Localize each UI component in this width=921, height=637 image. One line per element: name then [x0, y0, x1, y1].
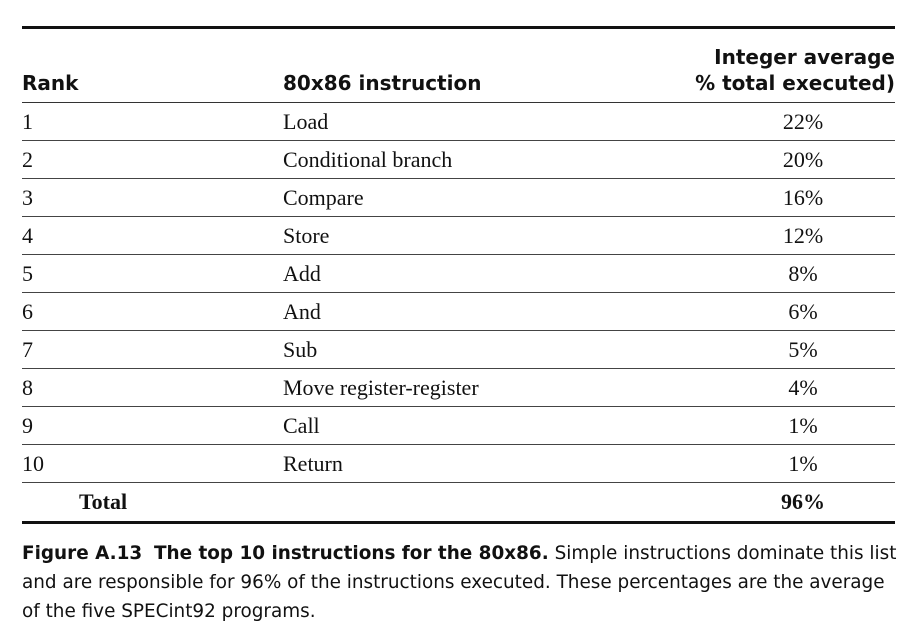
instruction-cell: Store — [283, 223, 330, 248]
rank-cell: 5 — [22, 261, 33, 286]
total-percent: 96% — [781, 489, 825, 514]
table-header — [22, 29, 895, 102]
rank-cell: 8 — [22, 375, 33, 400]
header-integer-average — [695, 44, 895, 96]
rank-cell: 9 — [22, 413, 33, 438]
caption-title: The top 10 instructions for the 80x86. — [153, 543, 549, 564]
table-row — [22, 217, 895, 254]
table-row — [22, 255, 895, 292]
figure-caption — [22, 539, 902, 626]
caption-label: Figure A.13 — [22, 543, 143, 564]
rank-cell: 2 — [22, 147, 33, 172]
percent-cell: 12% — [782, 223, 824, 248]
instruction-cell: Move register-register — [283, 375, 479, 400]
total-label: Total — [79, 489, 128, 514]
instruction-cell: Sub — [283, 337, 318, 362]
header-rank: Rank — [22, 71, 79, 95]
instruction-cell: Compare — [283, 185, 364, 210]
rank-cell: 6 — [22, 299, 33, 324]
instruction-cell: And — [283, 299, 321, 324]
rank-cell: 1 — [22, 109, 33, 134]
table-row — [22, 141, 895, 178]
instruction-cell: Add — [283, 261, 321, 286]
rank-cell: 4 — [22, 223, 33, 248]
table-row — [22, 103, 895, 140]
header-average-line2: % total executed) — [695, 71, 895, 95]
table-row — [22, 407, 895, 444]
percent-cell: 8% — [788, 261, 818, 286]
instruction-cell: Call — [283, 413, 320, 438]
instruction-cell: Return — [283, 451, 343, 476]
percent-cell: 1% — [788, 451, 818, 476]
caption-body: Simple instructions dominate this list and are responsible for 96% of the instructions executed. These percentages are the average of the five SPECint92 programs. — [22, 543, 897, 622]
table-row — [22, 331, 895, 368]
percent-cell: 22% — [782, 109, 824, 134]
total-row — [22, 483, 895, 521]
rank-cell: 7 — [22, 337, 33, 362]
table-row — [22, 293, 895, 330]
instruction-cell: Conditional branch — [283, 147, 453, 172]
percent-cell: 5% — [788, 337, 818, 362]
table-bottom-rule — [22, 521, 895, 524]
percent-cell: 20% — [782, 147, 824, 172]
percent-cell: 4% — [788, 375, 818, 400]
table-row — [22, 179, 895, 216]
rank-cell: 3 — [22, 185, 33, 210]
header-instruction: 80x86 instruction — [283, 71, 482, 95]
instruction-cell: Load — [283, 109, 329, 134]
header-average-line1: Integer average — [714, 45, 895, 69]
table-row — [22, 445, 895, 482]
table-row — [22, 369, 895, 406]
rank-cell: 10 — [22, 451, 44, 476]
instruction-table — [22, 26, 895, 524]
percent-cell: 1% — [788, 413, 818, 438]
percent-cell: 16% — [782, 185, 824, 210]
percent-cell: 6% — [788, 299, 818, 324]
